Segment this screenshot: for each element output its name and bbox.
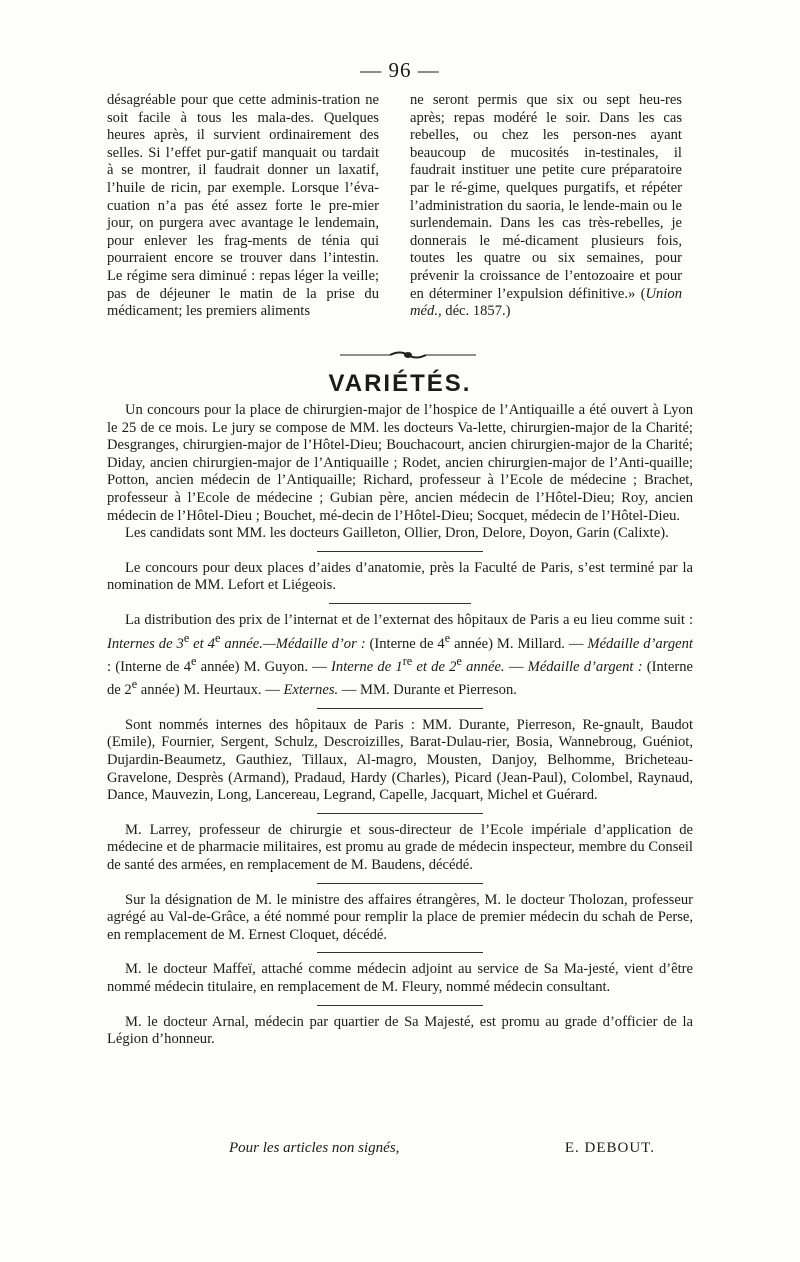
separator-rule — [107, 543, 693, 560]
separator-rule — [107, 700, 693, 717]
source-citation: (Union méd., déc. 1857.) — [410, 285, 682, 320]
source-journal: Union méd. — [410, 285, 682, 320]
separator-rule — [107, 805, 693, 822]
page-number: — 96 — — [360, 58, 440, 82]
right-column-text — [410, 92, 682, 321]
footer-signature — [107, 1140, 693, 1162]
separator-rule — [107, 997, 693, 1014]
varietes-section — [107, 402, 693, 1049]
paragraph-anatomy-concours: Le concours pour deux places d’aides d’anatomie, près la Faculté de Paris, s’est terminé par la nomination de MM. Lefort et Liégeois. — [107, 559, 693, 594]
right-column — [410, 92, 682, 321]
ornament-divider — [338, 348, 478, 362]
paragraph-jury: Un concours pour la place de chirurgien-major de l’hospice de l’Antiquaille a été ouvert à Lyon le 25 de ce mois. Le jury se compose de MM. les docteurs Va-lette, chirurgien-major de la Charité; Desgranges, chirurgien-major de l’Hôtel-Dieu; Bouchacourt, ancien chirurgien-major de la Charité; Diday, ancien chirurgien-major de l’Antiquaille ; Rodet, ancien chirurgien-major de l’Anti-quaille; Potton, ancien médecin de l’Antiquaille; Richard, professeur à l’Ecole de médecine ; Brachet, professeur à l’Ecole de médecine ; Gubian père, ancien médecin de l’Hôtel-Dieu; Roy, ancien médecin de l’Hôtel-Dieu ; Bouchet, mé-decin de l’Hôtel-Dieu; Socquet, médecin de l’Hôtel-Dieu. — [107, 402, 693, 524]
section-title: VARIÉTÉS. — [328, 370, 472, 397]
separator-rule — [107, 875, 693, 892]
paragraph-internes: Sont nommés internes des hôpitaux de Paris : MM. Durante, Pierreson, Re-gnault, Baudot (Emile), Fournier, Sergent, Schulz, Descroizilles, Barat-Dulau-rier, Bosia, Wannebroug, Guéniot, Dujardin-Beaumetz, Gauthiez, Tillaux, Al-magro, Mousten, Danjoy, Belhomme, Bricheteau-Gravelone, Desprès (Armand), Pradaud, Hardy (Charles), Picard (Jean-Paul), Colombel, Raynaud, Dance, Mauvezin, Long, Lancereau, Legrand, Capelle, Jacquart, Michel et Guérard. — [107, 716, 693, 804]
footer-note: Pour les articles non signés, — [229, 1140, 400, 1156]
separator-rule — [107, 595, 693, 612]
paragraph-arnal: M. le docteur Arnal, médecin par quartier de Sa Majesté, est promu au grade d’officier de la Légion d’honneur. — [107, 1013, 693, 1048]
footer-author: E. DEBOUT. — [564, 1140, 655, 1156]
paragraph-prizes: La distribution des prix de l’internat et de l’externat des hôpitaux de Paris a eu lieu comme suit : Internes de 3e et 4e année.—Médaille d’or : (Interne de 4e année) M. Millard. — Médaille d’argent : (Interne de 4e année) M. Guyon. — Interne de 1re et de 2e année. — Médaille d’argent : (Interne de 2e année) M. Heurtaux. — Externes. — MM. Durante et Pierreson. — [107, 611, 693, 699]
paragraph-larrey: M. Larrey, professeur de chirurgie et sous-directeur de l’Ecole impériale d’application de médecine et de pharmacie militaires, est promu au grade de médecin inspecteur, membre du Conseil de santé des armées, en remplacement de M. Baudens, décédé. — [107, 821, 693, 874]
paragraph-tholozan: Sur la désignation de M. le ministre des affaires étrangères, M. le docteur Tholozan, professeur agrégé au Val-de-Grâce, a été nommé pour remplir la place de premier médecin du schah de Perse, en remplacement de M. Ernest Cloquet, décédé. — [107, 891, 693, 943]
left-column-text: désagréable pour que cette adminis-tration ne soit facile à tous les mala-des. Quelques heures après, il survient ordinairement des selles. Si l’effet pur-gatif manquait ou tardait à se montrer, il faudrait donner un laxatif, l’huile de ricin, par exemple. Lorsque l’éva-cuation n’a pas été assez forte le pre-mier jour, on purgera avec avantage le lendemain, pour enlever les frag-ments de ténia qui pourraient encore se trouver dans l’intestin. Le régime sera diminué : repas léger la veille; pas de déjeuner le matin de la prise du médicament; les premiers aliments — [107, 92, 379, 320]
separator-rule — [107, 944, 693, 961]
left-column — [107, 92, 379, 321]
paragraph-candidates: Les candidats sont MM. les docteurs Gailleton, Ollier, Dron, Delore, Doyon, Garin (Calixte). — [125, 525, 669, 542]
right-column-body: ne seront permis que six ou sept heu-res après; repas modéré le soir. Dans les cas rebelles, ou chez les person-nes ayant beaucoup de mucosités in-testinales, il faudrait instituer une petite cure préparatoire par le ré-gime, quelques purgatifs, et répéter l’administration du saoria, le lende-main ou le surlendemain. Dans les cas très-rebelles, je donnerais le mé-dicament plusieurs fois, toutes les quatre ou six semaines, pour prévenir la croissance de l’entozoaire et pour en déterminer l’expulsion définitive.» — [410, 92, 682, 302]
paragraph-maffei: M. le docteur Maffeï, attaché comme médecin adjoint au service de Sa Ma-jesté, vient d’être nommé médecin titulaire, en remplacement de M. Fleury, nommé médecin consultant. — [107, 961, 693, 996]
